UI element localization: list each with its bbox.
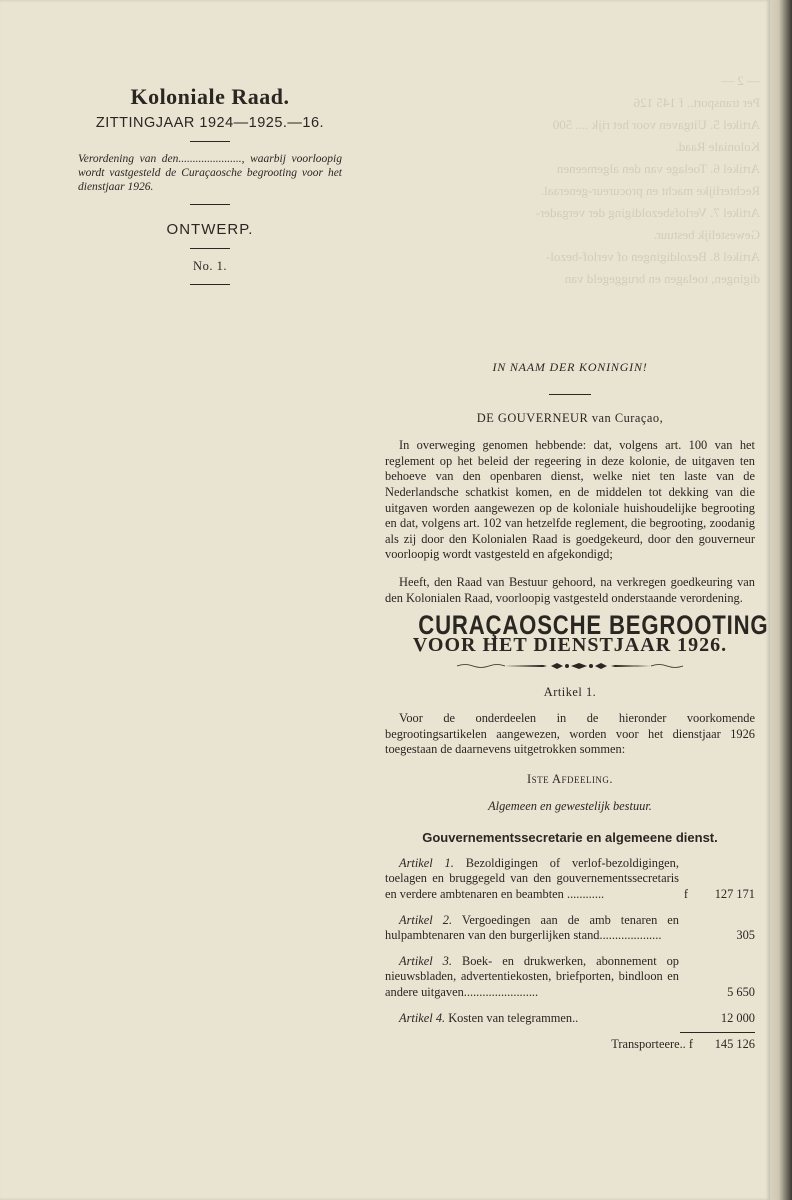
budget-item [385, 856, 755, 903]
sum-rule [385, 1032, 755, 1033]
budget-item-text [385, 954, 679, 1001]
division-subtitle: Algemeen en gewestelijk bestuur. [488, 799, 652, 814]
divider [190, 248, 230, 249]
total-label: Transporteere.. f [611, 1037, 693, 1052]
ghost-line: Artikel 8. Bezoldigingen of verlof-bezol- [545, 249, 760, 264]
budget-item-description: Boek- en drukwerken, abonnement op nieuwsbladen, advertentiekosten, briefporten, bindloon en andere uitgaven........................ [385, 953, 679, 1000]
ghost-line: Artikel 6. Toelage van den algemeenen [556, 161, 760, 176]
ghost-line: — 2 — [721, 73, 760, 88]
budget-item-label: Artikel 4. [399, 1010, 446, 1025]
currency: f [683, 887, 689, 902]
document-number: No. 1. [193, 259, 227, 273]
budget-heading: CURAÇAOSCHE BEGROOTING [418, 610, 769, 641]
budget-item-label: Artikel 1. [399, 855, 454, 870]
budget-item-label: Artikel 2. [399, 912, 453, 927]
budget-item-description: Vergoedingen aan de amb tenaren en hulpambtenaren van den burgerlijken stand.................... [385, 912, 679, 943]
budget-item [385, 954, 755, 1001]
section-title: Gouvernementssecretarie en algemeene dienst. [422, 829, 718, 845]
decree-paragraph: Heeft, den Raad van Bestuur gehoord, na verkregen goedkeuring van den Kolonialen Raad, voorloopig vastgesteld onderstaande verordening. [385, 574, 755, 605]
budget-item-description: Bezoldigingen of verlof-bezoldigingen, toelagen en bruggegeld van den gouvernementssecretaris en verdere ambtenaren en beambten ............ [385, 855, 679, 902]
article-text: Voor de onderdeelen in de hieronder voorkomende begrootingsartikelen aangewezen, worden voor het dienstjaar 1926 toegestaan de daarnevens uitgetrokken sommen: [385, 710, 755, 757]
budget-item-amount: 5 650 [727, 985, 755, 1000]
divider [190, 141, 230, 142]
main-text-column [385, 350, 769, 1053]
budget-subheading: VOOR HET DIENSTJAAR 1926. [412, 633, 728, 656]
divider [190, 204, 230, 205]
division-title: Iste Afdeeling. [526, 771, 614, 786]
budget-item-amount: 305 [736, 928, 755, 943]
budget-item-text [385, 1011, 679, 1027]
budget-item-text [385, 913, 679, 944]
bleed-through-text [380, 70, 760, 370]
draft-label: ONTWERP. [166, 221, 254, 238]
ghost-line: Per transport.. f 145 126 [633, 95, 760, 110]
session-year: ZITTINGJAAR 1924—1925.—16. [95, 115, 325, 131]
governor-line: DE GOUVERNEUR van Curaçao, [476, 410, 664, 425]
budget-item [385, 913, 755, 944]
transport-total [385, 1037, 755, 1053]
page-edge [770, 0, 792, 1200]
divider [190, 284, 230, 285]
ghost-line: Rechterlijke macht en procureur-generaal. [540, 183, 760, 198]
ornament-icon [455, 661, 685, 671]
budget-item-description: Kosten van telegrammen.. [448, 1010, 579, 1025]
ghost-line: Gewestelijk bestuur. [653, 227, 760, 242]
ordinance-description: Verordening van den......................, waarbij voorloopig wordt vastgesteld de Curaçaosche begrooting voor het dienstjaar 1926. [78, 153, 342, 193]
ghost-line: digingen, toelagen en bruggegeld van [564, 271, 760, 286]
document-header [70, 84, 350, 295]
preamble-paragraph: In overweging genomen hebbende: dat, volgens art. 100 van het reglement op het beleid der regeering in deze kolonie, de uitgaven ten behoeve van den openbaren dienst, welke niet ten laste van de Nederlandsche schatkist komen, en de middelen tot dekking van die uitgaven worden aangewezen op de koloniale huishoudelijke begrooting en dat, volgens art. 102 van hetzelfde reglement, die begrooting, zoodanig als zij door den Kolonialen Raad is goedgekeurd, door den gouverneur voorloopig wordt vastgesteld en afgekondigd; [385, 438, 755, 562]
budget-item [385, 1011, 755, 1027]
ghost-line: Koloniale Raad. [675, 139, 760, 154]
invocation: IN NAAM DER KONINGIN! [492, 360, 648, 374]
total-amount: 145 126 [714, 1037, 755, 1052]
budget-item-text [385, 856, 679, 903]
ghost-line: Artikel 7. Verlofsbezoldiging der vergader- [535, 205, 760, 220]
budget-item-amount: 12 000 [720, 1010, 755, 1025]
divider [549, 394, 591, 395]
budget-item-amount: 127 171 [714, 887, 755, 902]
ghost-line: Artikel 5. Uitgaven voor het rijk .... 500 [552, 117, 760, 132]
article-title: Artikel 1. [543, 685, 597, 700]
ornament-divider [385, 661, 755, 671]
council-title: Koloniale Raad. [130, 84, 290, 109]
budget-item-label: Artikel 3. [399, 953, 452, 968]
